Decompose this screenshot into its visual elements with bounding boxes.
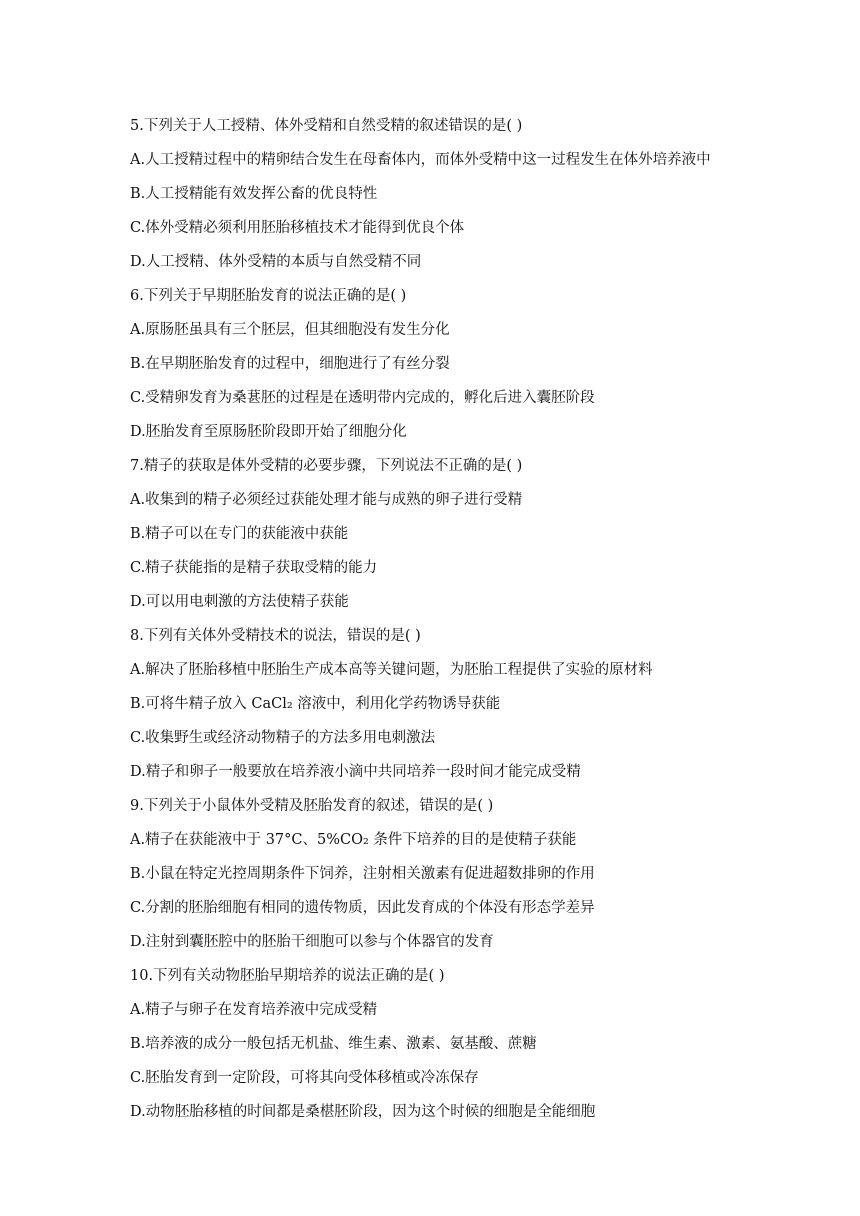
option-c: C.受精卵发育为桑葚胚的过程是在透明带内完成的，孵化后进入囊胚阶段 bbox=[130, 390, 595, 406]
question-stem: 8.下列有关体外受精技术的说法，错误的是( ) bbox=[130, 628, 421, 644]
option-c: C.精子获能指的是精子获取受精的能力 bbox=[130, 560, 378, 576]
option-b: B.在早期胚胎发育的过程中，细胞进行了有丝分裂 bbox=[130, 356, 450, 372]
option-a: A.精子与卵子在发育培养液中完成受精 bbox=[130, 1002, 378, 1018]
option-a: A.原肠胚虽具有三个胚层，但其细胞没有发生分化 bbox=[130, 322, 450, 338]
option-d: D.胚胎发育至原肠胚阶段即开始了细胞分化 bbox=[130, 424, 407, 440]
option-a: A.人工授精过程中的精卵结合发生在母畜体内，而体外受精中这一过程发生在体外培养液中 bbox=[130, 152, 711, 168]
option-d: D.动物胚胎移植的时间都是桑椹胚阶段，因为这个时候的细胞是全能细胞 bbox=[130, 1104, 596, 1120]
option-c: C.分割的胚胎细胞有相同的遗传物质，因此发育成的个体没有形态学差异 bbox=[130, 900, 595, 916]
question-5 bbox=[130, 109, 750, 279]
question-stem: 9.下列关于小鼠体外受精及胚胎发育的叙述，错误的是( ) bbox=[130, 798, 494, 814]
option-a: A.解决了胚胎移植中胚胎生产成本高等关键问题，为胚胎工程提供了实验的原材料 bbox=[130, 662, 653, 678]
question-list bbox=[130, 109, 750, 1129]
option-a: A.收集到的精子必须经过获能处理才能与成熟的卵子进行受精 bbox=[130, 492, 523, 508]
option-d: D.可以用电刺激的方法使精子获能 bbox=[130, 594, 349, 610]
option-b: B.人工授精能有效发挥公畜的优良特性 bbox=[130, 186, 378, 202]
option-c: C.收集野生或经济动物精子的方法多用电刺激法 bbox=[130, 730, 436, 746]
option-b: B.可将牛精子放入 CaCl₂ 溶液中，利用化学药物诱导获能 bbox=[130, 696, 501, 712]
question-10 bbox=[130, 959, 750, 1129]
option-b: B.培养液的成分一般包括无机盐、维生素、激素、氨基酸、蔗糖 bbox=[130, 1036, 537, 1052]
option-c: C.胚胎发育到一定阶段，可将其向受体移植或冷冻保存 bbox=[130, 1070, 479, 1086]
option-d: D.注射到囊胚腔中的胚胎干细胞可以参与个体器官的发育 bbox=[130, 934, 494, 950]
question-stem: 5.下列关于人工授精、体外受精和自然受精的叙述错误的是( ) bbox=[130, 118, 523, 134]
question-stem: 10.下列有关动物胚胎早期培养的说法正确的是( ) bbox=[130, 968, 445, 984]
option-c: C.体外受精必须利用胚胎移植技术才能得到优良个体 bbox=[130, 220, 465, 236]
question-9 bbox=[130, 789, 750, 959]
question-stem: 7.精子的获取是体外受精的必要步骤，下列说法不正确的是( ) bbox=[130, 458, 523, 474]
option-a: A.精子在获能液中于 37°C、5%CO₂ 条件下培养的目的是使精子获能 bbox=[130, 832, 577, 848]
option-b: B.小鼠在特定光控周期条件下饲养，注射相关激素有促进超数排卵的作用 bbox=[130, 866, 595, 882]
question-stem: 6.下列关于早期胚胎发育的说法正确的是( ) bbox=[130, 288, 407, 304]
option-d: D.精子和卵子一般要放在培养液小滴中共同培养一段时间才能完成受精 bbox=[130, 764, 581, 780]
question-8 bbox=[130, 619, 750, 789]
option-d: D.人工授精、体外受精的本质与自然受精不同 bbox=[130, 254, 422, 270]
question-6 bbox=[130, 279, 750, 449]
question-7 bbox=[130, 449, 750, 619]
option-b: B.精子可以在专门的获能液中获能 bbox=[130, 526, 349, 542]
